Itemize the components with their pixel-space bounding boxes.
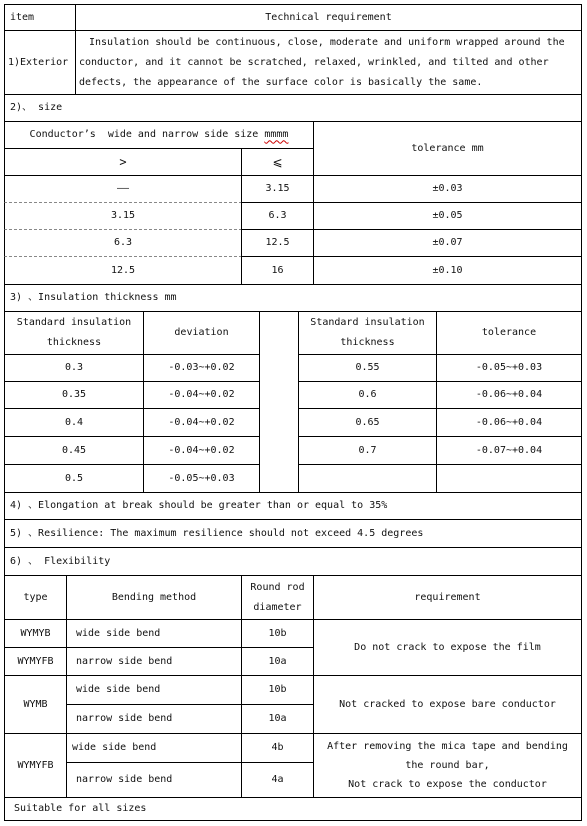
tolerance-header: tolerance: [481, 327, 537, 339]
deviation-header: deviation: [174, 327, 229, 339]
requirement-header: requirement: [414, 591, 481, 603]
flexibility-section-title: 6) 、 Flexibility: [10, 555, 111, 567]
size-row-tolerance: ±0.10: [432, 264, 463, 276]
bending-method: narrow side bend: [76, 774, 173, 786]
type-code: WYMYB: [20, 627, 51, 639]
bending-method: wide side bend: [76, 627, 161, 639]
rod-diameter: 10b: [268, 684, 287, 696]
insulation-tolerance: -0.07~+0.04: [475, 444, 543, 456]
size-row-to: 3.15: [265, 183, 290, 195]
empty-cell: [436, 464, 582, 493]
header-technical-requirement: Technical requirement: [265, 11, 392, 23]
rod-diameter: 10a: [268, 713, 287, 725]
insulation-deviation: -0.04~+0.02: [168, 444, 235, 456]
size-row-to: 6.3: [268, 210, 287, 222]
rod-diameter: 4b: [271, 742, 284, 754]
size-row-tolerance: ±0.03: [432, 183, 463, 195]
less-equal-symbol: ⩽: [272, 154, 283, 169]
empty-cell: [298, 464, 437, 493]
size-tolerance-header: tolerance mm: [411, 142, 484, 154]
insulation-deviation: -0.04~+0.02: [168, 416, 235, 428]
size-row-from: ——: [116, 183, 130, 195]
size-section-title: 2)、 size: [10, 102, 63, 114]
insulation-deviation: -0.04~+0.02: [168, 389, 235, 401]
insulation-tolerance: -0.06~+0.04: [475, 389, 543, 401]
rod-diameter: 10a: [268, 655, 287, 667]
elongation-requirement: 4) 、Elongation at break should be greater than or equal to 35%: [10, 500, 388, 512]
insulation-deviation: -0.05~+0.03: [168, 472, 235, 484]
insulation-tolerance: -0.06~+0.04: [475, 416, 543, 428]
insulation-deviation: -0.03~+0.02: [168, 362, 235, 374]
insulation-section-title: 3) 、Insulation thickness mm: [10, 292, 177, 304]
round-rod-diameter-header: Round rod diameter: [250, 581, 305, 613]
bending-requirement: Not cracked to expose bare conductor: [339, 698, 556, 710]
insulation-thickness: 0.55: [355, 362, 380, 374]
resilience-requirement: 5) 、Resilience: The maximum resilience should not exceed 4.5 degrees: [10, 527, 424, 539]
size-row-tolerance: ±0.07: [432, 237, 463, 249]
type-header: type: [23, 591, 48, 603]
header-item-label: item: [10, 11, 35, 23]
rod-diameter: 4a: [271, 774, 284, 786]
insulation-thickness: 0.3: [64, 362, 84, 374]
size-row-tolerance: ±0.05: [432, 210, 463, 222]
standard-insulation-thickness-header: Standard insulation thickness: [16, 317, 132, 348]
insulation-thickness: 0.45: [61, 444, 87, 456]
insulation-thickness: 0.65: [355, 416, 380, 428]
conductor-size-label: Conductor’s wide and narrow side size: [29, 129, 265, 141]
bending-requirement: Do not crack to expose the film: [354, 641, 541, 653]
insulation-tolerance: -0.05~+0.03: [475, 362, 543, 374]
conductor-size-header: [4, 121, 314, 149]
rod-diameter: 10b: [268, 627, 287, 639]
conductor-size-unit: mmmm: [264, 129, 289, 141]
footer-note: Suitable for all sizes: [14, 803, 147, 815]
standard-insulation-thickness-header: Standard insulation thickness: [310, 317, 425, 348]
insulation-thickness: 0.7: [358, 444, 377, 456]
type-code: WYMB: [23, 698, 48, 710]
bending-method-header: Bending method: [111, 591, 197, 603]
separator-cell: [259, 311, 299, 493]
bending-method: narrow side bend: [76, 655, 173, 667]
insulation-thickness: 0.4: [64, 416, 84, 428]
bending-method: wide side bend: [76, 684, 161, 696]
exterior-text: Insulation should be continuous, close, moderate and uniform wrapped around the conductor, and it cannot be scratched, relaxed, wrinkled, and tilted and other defects, the appearance of the surface color is basically the same.: [79, 36, 565, 88]
size-row-to: 12.5: [265, 237, 290, 249]
bending-method: narrow side bend: [76, 713, 173, 725]
exterior-label: 1)Exterior: [8, 56, 69, 68]
insulation-thickness: 0.6: [358, 389, 377, 401]
size-row-from: 3.15: [110, 210, 136, 222]
size-row-to: 16: [271, 264, 284, 276]
size-row-from: 6.3: [113, 237, 133, 249]
greater-than-symbol: >: [119, 154, 127, 169]
size-row-from: 12.5: [110, 264, 136, 276]
insulation-thickness: 0.35: [61, 389, 87, 401]
type-code: WYMYFB: [17, 655, 54, 667]
bending-method: wide side bend: [72, 742, 157, 754]
technical-requirement-sheet: [4, 4, 582, 821]
type-code: WYMYFB: [17, 759, 54, 771]
bending-requirement: After removing the mica tape and bending the round bar, Not crack to expose the conductor: [327, 741, 568, 790]
insulation-thickness: 0.5: [64, 472, 84, 484]
